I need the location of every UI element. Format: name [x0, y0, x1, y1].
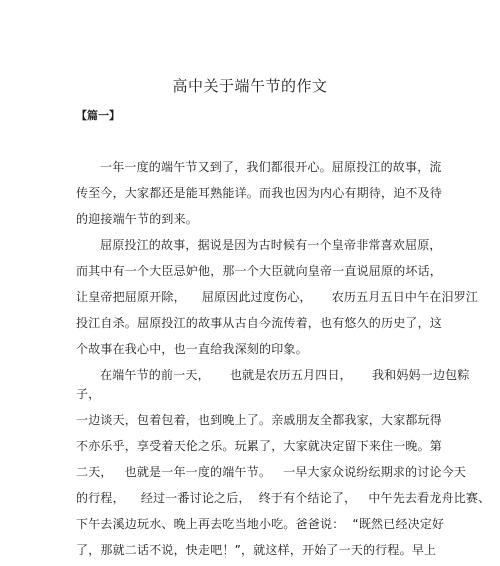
section-label: 【篇一】	[76, 109, 120, 122]
text-line: 子，	[76, 387, 101, 401]
text-line: 屈原投江的故事，据说是因为古时候有一个皇帝非常喜欢屈原，	[100, 238, 442, 252]
document-title: 高中关于端午节的作文	[172, 77, 328, 95]
text-line: 让皇帝把屈原开除， 屈原因此过度伤心， 农历五月五日中午在汨罗江	[76, 290, 479, 304]
text-line: 不亦乐乎，享受着天伦之乐。玩累了，大家就决定留下来住一晚。第	[76, 439, 443, 453]
text-line: 下午去溪边玩水、晚上再去吃当地小吃。爸爸说： “既然已经决定好	[76, 517, 445, 531]
text-line: 一年一度的端午节又到了，我们都很开心。屈原投江的故事，流	[100, 160, 442, 174]
text-line: 了，那就二话不说，快走吧！”，就这样，开始了一天的行程。早上	[76, 543, 437, 557]
text-line: 投江自杀。屈原投江的故事从古自今流传着，也有悠久的历史了，这	[76, 316, 443, 330]
text-line: 个故事在我心中，也一直给我深刻的印象。	[76, 342, 308, 356]
text-line: 二天， 也就是一年一度的端午节。 一早大家众说纷纭期求的讨论今天	[76, 465, 467, 479]
text-line: 一边谈天，包着包着，也到晚上了。亲戚朋友全都我家，大家都玩得	[76, 413, 443, 427]
text-line: 而其中有一个大臣忌妒他，那一个大臣就向皇帝一直说屈原的坏话，	[76, 264, 443, 278]
text-line: 的行程， 经过一番讨论之后， 终于有个结论了， 中午先去看龙舟比赛、	[76, 491, 491, 505]
text-line: 的迎接端午节的到来。	[76, 212, 199, 226]
text-line: 在端午节的前一天， 也就是农历五月四日， 我和妈妈一边包粽	[100, 368, 470, 382]
text-line: 传至今，大家都还是能耳熟能详。而我也因为内心有期待，迫不及待	[76, 186, 443, 200]
